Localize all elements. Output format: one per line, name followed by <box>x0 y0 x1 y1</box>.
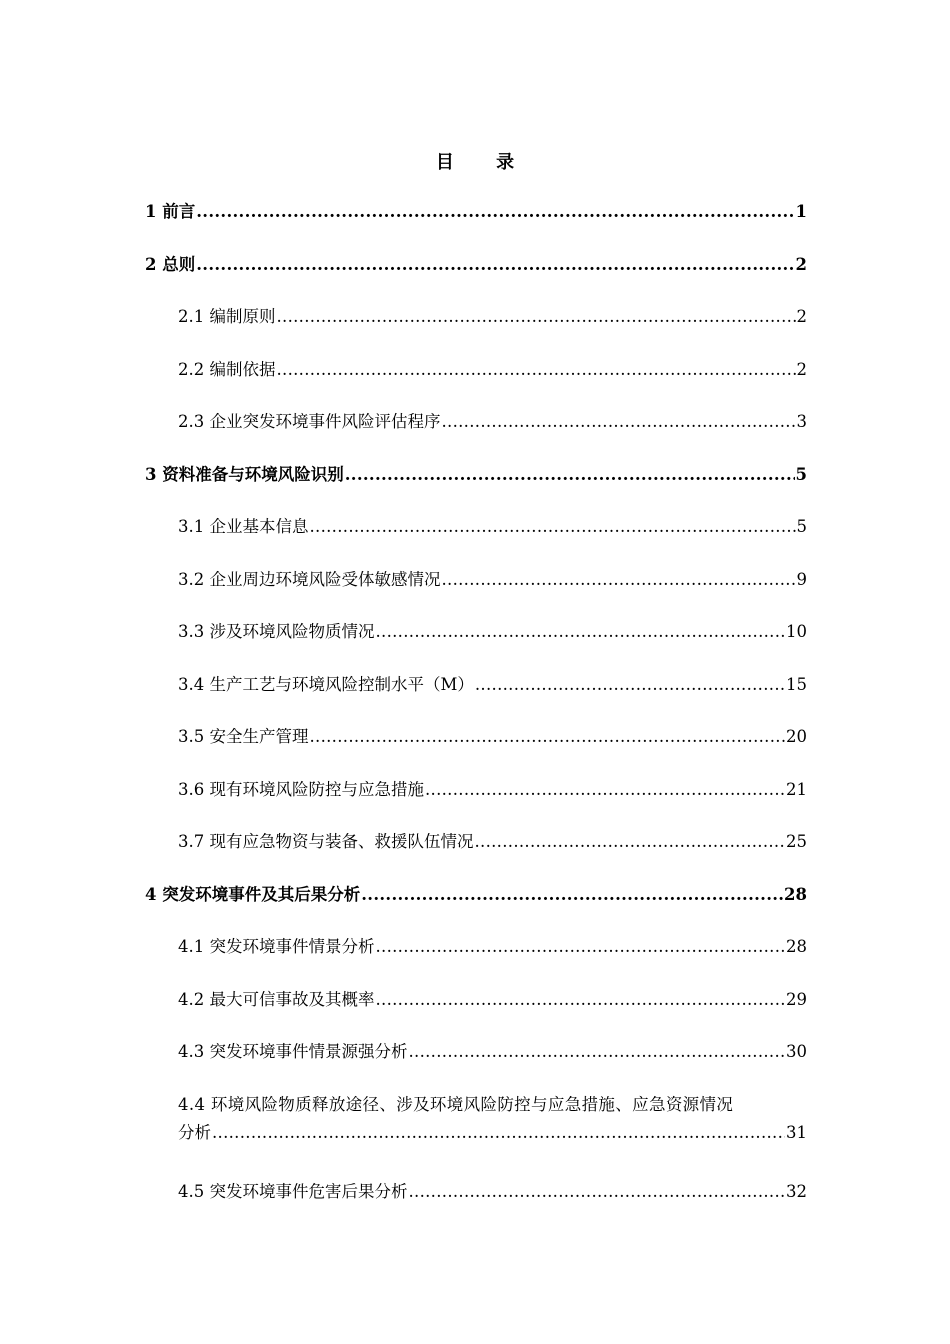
toc-entry-text: 2.1 编制原则 <box>178 307 276 326</box>
toc-entry-4-4[interactable] <box>0 1093 950 1180</box>
dot-leader <box>212 1121 785 1145</box>
table-of-contents <box>0 200 950 1232</box>
toc-entry-text: 3 资料准备与环境风险识别 <box>145 464 344 484</box>
dot-leader <box>425 778 785 802</box>
toc-entry-text: 4.3 突发环境事件情景源强分析 <box>178 1042 408 1061</box>
dot-leader <box>475 830 786 854</box>
toc-page-number: 28 <box>784 884 807 904</box>
toc-entry-text: 2 总则 <box>145 254 196 274</box>
toc-page-number: 9 <box>796 569 807 589</box>
dot-leader <box>310 515 796 539</box>
toc-page-number: 5 <box>795 464 807 484</box>
toc-entry-text: 4 突发环境事件及其后果分析 <box>145 884 361 904</box>
toc-page-number: 32 <box>786 1181 807 1201</box>
toc-page-number: 21 <box>786 779 807 799</box>
toc-entry-3-3[interactable] <box>0 620 950 673</box>
dot-leader <box>409 1040 786 1064</box>
toc-entry-text: 4.2 最大可信事故及其概率 <box>178 989 375 1009</box>
toc-page-number: 2 <box>796 307 807 326</box>
toc-entry-text: 3.7 现有应急物资与装备、救援队伍情况 <box>178 832 474 851</box>
dot-leader <box>442 568 796 592</box>
toc-entry-3-1[interactable] <box>0 515 950 568</box>
toc-page-number: 1 <box>795 202 807 221</box>
toc-entry-text: 1 前言 <box>145 202 196 221</box>
toc-page-number: 3 <box>796 412 807 431</box>
toc-page-number: 30 <box>786 1042 807 1061</box>
dot-leader <box>376 620 786 644</box>
dot-leader <box>442 410 796 434</box>
toc-entry-text: 3.1 企业基本信息 <box>178 517 309 536</box>
toc-entry-4-2[interactable] <box>0 988 950 1041</box>
toc-entry-4[interactable] <box>0 883 950 936</box>
dot-leader <box>376 988 786 1012</box>
toc-entry-text-line2: 分析 <box>178 1122 211 1142</box>
toc-entry-3-7[interactable] <box>0 830 950 883</box>
toc-page-number: 29 <box>786 989 807 1009</box>
toc-entry-text: 4.1 突发环境事件情景分析 <box>178 937 375 956</box>
dot-leader <box>475 673 785 697</box>
toc-entry-text: 3.4 生产工艺与环境风险控制水平（M） <box>178 674 474 694</box>
toc-entry-4-3[interactable] <box>0 1040 950 1093</box>
toc-entry-3-6[interactable] <box>0 778 950 831</box>
toc-page-number: 2 <box>795 254 807 274</box>
toc-entry-2-1[interactable] <box>0 305 950 358</box>
toc-entry-3-4[interactable] <box>0 673 950 726</box>
dot-leader <box>277 358 796 382</box>
toc-entry-text: 4.5 突发环境事件危害后果分析 <box>178 1181 408 1201</box>
toc-entry-text: 3.2 企业周边环境风险受体敏感情况 <box>178 569 441 589</box>
dot-leader <box>196 200 794 224</box>
dot-leader <box>196 253 794 277</box>
toc-entry-4-5[interactable] <box>0 1180 950 1233</box>
toc-entry-text: 3.3 涉及环境风险物质情况 <box>178 622 375 641</box>
toc-entry-text: 3.5 安全生产管理 <box>178 727 309 746</box>
dot-leader <box>345 463 795 487</box>
toc-entry-2-3[interactable] <box>0 410 950 463</box>
toc-page-number: 15 <box>786 674 807 694</box>
toc-entry-2-2[interactable] <box>0 358 950 411</box>
dot-leader <box>277 305 796 329</box>
toc-page-number: 25 <box>786 832 807 851</box>
toc-page-number: 5 <box>796 517 807 536</box>
toc-page-number: 28 <box>786 937 807 956</box>
toc-entry-3[interactable] <box>0 463 950 516</box>
toc-entry-1[interactable] <box>0 200 950 253</box>
toc-entry-3-2[interactable] <box>0 568 950 621</box>
toc-page-number: 31 <box>786 1122 807 1142</box>
toc-entry-4-1[interactable] <box>0 935 950 988</box>
dot-leader <box>376 935 786 959</box>
toc-page-number: 2 <box>796 359 807 379</box>
dot-leader <box>310 725 786 749</box>
dot-leader <box>361 883 783 907</box>
dot-leader <box>409 1180 786 1204</box>
toc-entry-3-5[interactable] <box>0 725 950 778</box>
toc-page-number: 20 <box>786 727 807 746</box>
toc-page-number: 10 <box>786 622 807 641</box>
toc-entry-text: 2.3 企业突发环境事件风险评估程序 <box>178 412 441 431</box>
toc-entry-2[interactable] <box>0 253 950 306</box>
toc-title: 目 录 <box>435 152 533 173</box>
toc-entry-text-line1: 4.4 环境风险物质释放途径、涉及环境风险防控与应急措施、应急资源情况 <box>178 1094 734 1114</box>
toc-entry-text: 3.6 现有环境风险防控与应急措施 <box>178 779 424 799</box>
toc-entry-text: 2.2 编制依据 <box>178 359 276 379</box>
